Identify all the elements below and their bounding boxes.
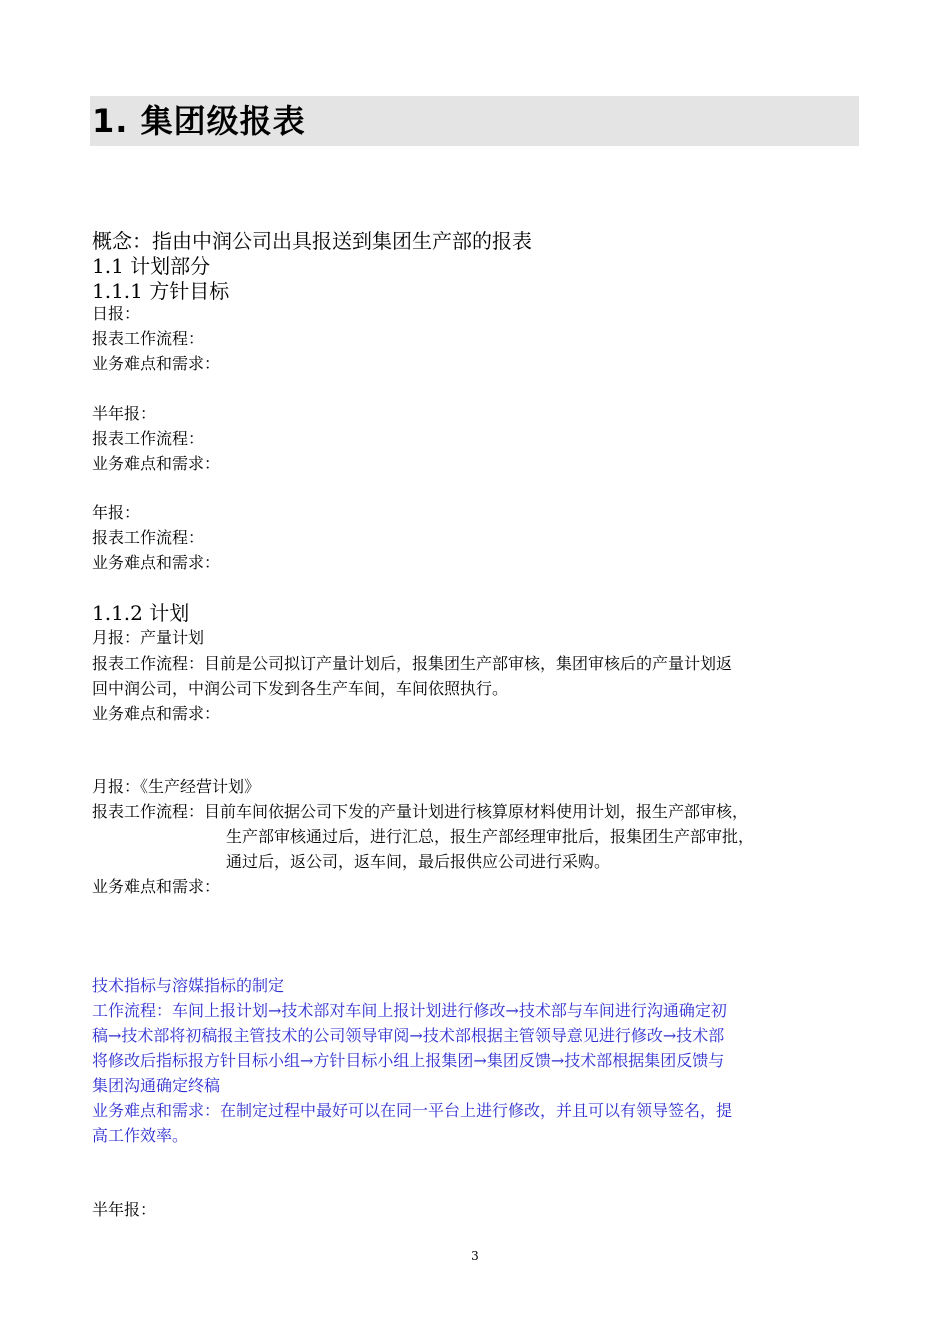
yearly-flow: 报表工作流程：: [92, 528, 205, 547]
monthly-plan-title: 月报：《生产经营计划》: [92, 777, 261, 796]
section-1-1-1: 1.1.1 方针目标: [92, 279, 230, 303]
section-1-1-2: 1.1.2 计划: [92, 601, 190, 625]
tech-flow-2: 稿→技术部将初稿报主管技术的公司领导审阅→技术部根据主管领导意见进行修改→技术部: [92, 1026, 725, 1045]
monthly-output-title: 月报：产量计划: [92, 628, 205, 647]
section-1-1: 1.1 计划部分: [92, 254, 211, 278]
page-number: 3: [471, 1249, 479, 1263]
daily-needs: 业务难点和需求：: [92, 354, 221, 373]
halfyear2-title: 半年报：: [92, 1200, 157, 1219]
concept-text: 概念：指由中润公司出具报送到集团生产部的报表: [92, 229, 532, 253]
monthly-plan-flow-1: 报表工作流程：目前车间依据公司下发的产量计划进行核算原材料使用计划，报生产部审核，: [92, 802, 749, 821]
tech-flow-1: 工作流程：车间上报计划→技术部对车间上报计划进行修改→技术部与车间进行沟通确定初: [92, 1001, 727, 1020]
daily-flow: 报表工作流程：: [92, 329, 205, 348]
yearly-needs: 业务难点和需求：: [92, 553, 221, 572]
monthly-plan-needs: 业务难点和需求：: [92, 877, 221, 896]
halfyear-flow: 报表工作流程：: [92, 429, 205, 448]
tech-needs-2: 高工作效率。: [92, 1126, 189, 1145]
monthly-output-needs: 业务难点和需求：: [92, 704, 221, 723]
tech-flow-3: 将修改后指标报方针目标小组→方针目标小组上报集团→集团反馈→技术部根据集团反馈与: [92, 1051, 725, 1070]
tech-flow-4: 集团沟通确定终稿: [92, 1076, 221, 1095]
yearly-title: 年报：: [92, 503, 141, 522]
halfyear-needs: 业务难点和需求：: [92, 454, 221, 473]
monthly-plan-flow-3: 通过后，返公司，返车间，最后报供应公司进行采购。: [226, 852, 611, 871]
halfyear-title: 半年报：: [92, 404, 157, 423]
heading-box: [90, 96, 859, 146]
monthly-output-flow-1: 报表工作流程：目前是公司拟订产量计划后，报集团生产部审核，集团审核后的产量计划返: [92, 654, 733, 673]
monthly-output-flow-2: 回中润公司，中润公司下发到各生产车间，车间依照执行。: [92, 679, 509, 698]
tech-title: 技术指标与溶媒指标的制定: [92, 976, 285, 995]
monthly-plan-flow-2: 生产部审核通过后，进行汇总，报生产部经理审批后，报集团生产部审批，: [226, 827, 755, 846]
daily-title: 日报：: [92, 304, 141, 323]
heading-title: 1. 集团级报表: [92, 102, 306, 140]
tech-needs-1: 业务难点和需求：在制定过程中最好可以在同一平台上进行修改，并且可以有领导签名，提: [92, 1101, 733, 1120]
